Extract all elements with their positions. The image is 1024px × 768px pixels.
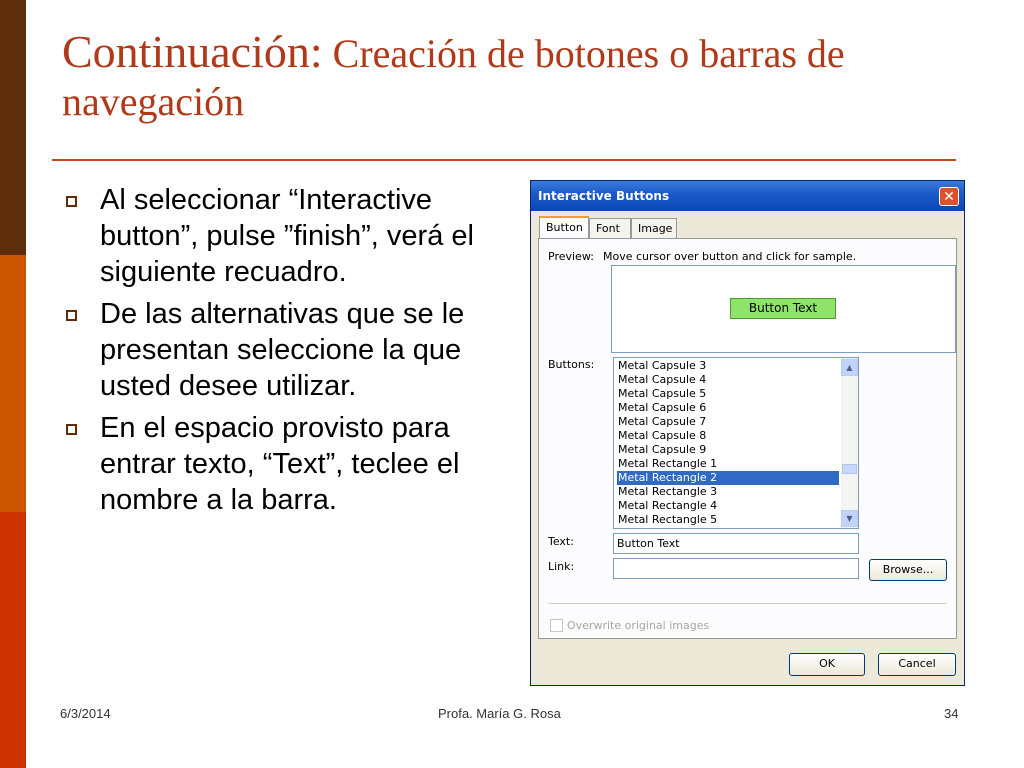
list-item[interactable]: Metal Capsule 9 [618, 443, 707, 456]
list-item[interactable]: Metal Rectangle 3 [618, 485, 718, 498]
list-item[interactable]: Metal Capsule 8 [618, 429, 707, 442]
list-item[interactable]: Metal Capsule 7 [618, 415, 707, 428]
bullet-item [62, 182, 492, 290]
chevron-down-icon: ▼ [846, 514, 853, 523]
preview-hint: Move cursor over button and click for sample. [603, 250, 857, 263]
slide-title-part2: Creación de botones o barras de navegación [62, 31, 845, 124]
list-item[interactable]: Metal Rectangle 1 [618, 457, 718, 470]
separator [548, 603, 946, 604]
chevron-up-icon: ▲ [846, 363, 853, 372]
list-item-selected[interactable]: Metal Rectangle 2 [617, 471, 839, 485]
text-input[interactable]: Button Text [613, 533, 859, 554]
slide-title-part1: Continuación: [62, 26, 323, 77]
tab-button[interactable]: Button [539, 216, 589, 238]
interactive-buttons-dialog [530, 180, 965, 686]
footer-date: 6/3/2014 [60, 706, 111, 721]
button-styles-listbox[interactable] [613, 357, 859, 529]
square-bullet-icon [66, 196, 77, 207]
button-tab-panel [538, 238, 957, 639]
list-item[interactable]: Metal Capsule 3 [618, 359, 707, 372]
tab-image[interactable]: Image [631, 218, 677, 238]
sample-button[interactable]: Button Text [730, 298, 836, 319]
list-scrollbar[interactable] [841, 358, 858, 528]
ok-button[interactable]: OK [789, 653, 865, 676]
scroll-down-button[interactable] [841, 510, 858, 527]
side-bar-middle-segment [0, 255, 26, 512]
dialog-title: Interactive Buttons [538, 189, 670, 203]
preview-label: Preview: [548, 250, 594, 263]
bullet-item [62, 296, 492, 404]
bullet-item [62, 410, 492, 518]
text-label: Text: [548, 535, 574, 548]
title-underline [52, 159, 956, 161]
dialog-titlebar[interactable] [531, 181, 964, 211]
square-bullet-icon [66, 310, 77, 321]
overwrite-label: Overwrite original images [567, 619, 710, 632]
side-bar-bottom-segment [0, 512, 26, 768]
list-item[interactable]: Metal Capsule 4 [618, 373, 707, 386]
link-input[interactable] [613, 558, 859, 579]
side-bar-top-segment [0, 0, 26, 255]
bullet-text: De las alternativas que se le presentan seleccione la que usted desee utilizar. [100, 298, 465, 402]
bullet-list [62, 182, 492, 524]
close-button[interactable] [939, 187, 959, 206]
browse-button[interactable]: Browse... [869, 559, 947, 581]
list-item[interactable]: Metal Capsule 5 [618, 387, 707, 400]
footer-author: Profa. María G. Rosa [438, 706, 561, 721]
footer-page-number: 34 [944, 706, 959, 721]
link-label: Link: [548, 560, 575, 573]
cancel-button[interactable]: Cancel [878, 653, 956, 676]
buttons-label: Buttons: [548, 358, 595, 371]
bullet-text: Al seleccionar “Interactive button”, pulse ”finish”, verá el siguiente recuadro. [100, 184, 474, 288]
close-icon: ✕ [943, 189, 955, 205]
bullet-text: En el espacio provisto para entrar texto, “Text”, teclee el nombre a la barra. [100, 412, 460, 516]
list-item[interactable]: Metal Capsule 6 [618, 401, 707, 414]
preview-area[interactable] [611, 265, 956, 353]
scroll-thumb[interactable] [842, 464, 857, 474]
slide-title [62, 26, 962, 125]
scroll-up-button[interactable] [841, 359, 858, 376]
slide-side-bar [0, 0, 26, 768]
overwrite-checkbox[interactable] [550, 619, 563, 632]
list-item[interactable]: Metal Rectangle 5 [618, 513, 718, 526]
tab-font[interactable]: Font [589, 218, 631, 238]
square-bullet-icon [66, 424, 77, 435]
list-item[interactable]: Metal Rectangle 4 [618, 499, 718, 512]
